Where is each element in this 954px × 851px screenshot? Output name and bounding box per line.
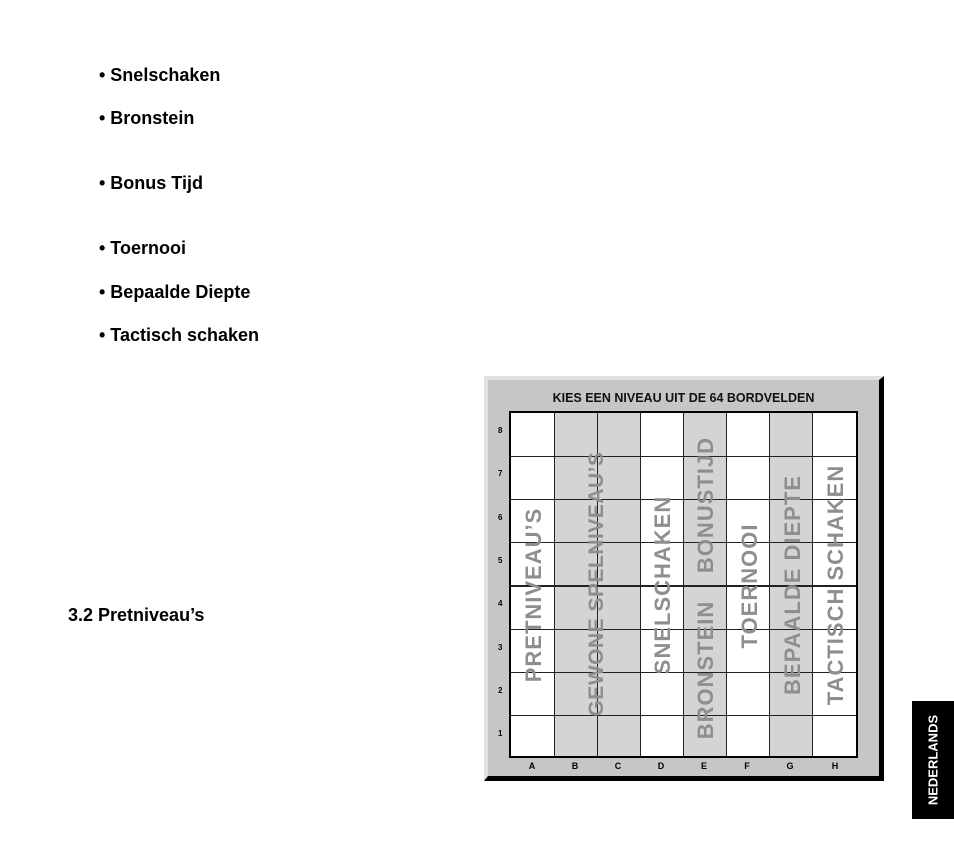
rank-label: 5: [498, 556, 503, 565]
column-label-bronstein: BRONSTEIN: [693, 600, 718, 740]
column-label-bepaalde-diepte: BEPAALDE DIEPTE: [780, 475, 805, 695]
rank-label: 2: [498, 686, 503, 695]
column-label-snelschaken: SNELSCHAKEN: [650, 495, 675, 675]
rank-label: 7: [498, 469, 503, 478]
board-title: KIES EEN NIVEAU UIT DE 64 BORDVELDEN: [552, 391, 815, 405]
column-label-tactisch-schaken: TACTISCH SCHAKEN: [823, 464, 848, 706]
chessboard-grid: [509, 411, 858, 758]
file-label: C: [614, 761, 622, 771]
rank-label: 6: [498, 513, 503, 522]
file-label: B: [571, 761, 579, 771]
section-title: 3.2 Pretniveau’s: [68, 605, 205, 625]
file-label: D: [657, 761, 665, 771]
column-label-toernooi: TOERNOOI: [737, 523, 762, 649]
column-label-gewone-spelniveaus: GEWONE SPELNIVEAU’S: [585, 451, 608, 717]
rank-label: 4: [498, 599, 503, 608]
file-label: E: [700, 761, 707, 771]
file-label: A: [528, 761, 536, 771]
grid-hline: [511, 715, 856, 716]
bullet-bepaalde-diepte: • Bepaalde Diepte: [99, 282, 251, 302]
column-label-pretniveaus: PRETNIVEAU’S: [521, 507, 546, 683]
file-label: F: [744, 761, 750, 771]
language-tab-label: NEDERLANDS: [925, 714, 941, 806]
file-label: G: [786, 761, 794, 771]
rank-label: 8: [498, 426, 503, 435]
bullet-bonus-tijd: • Bonus Tijd: [99, 173, 203, 193]
rank-label: 3: [498, 643, 503, 652]
rank-label: 1: [498, 729, 503, 738]
bullet-tactisch-schaken: • Tactisch schaken: [99, 325, 260, 345]
bullet-bronstein: • Bronstein: [99, 108, 195, 128]
language-tab: [912, 701, 954, 819]
bullet-snelschaken: • Snelschaken: [99, 65, 221, 85]
grid-hline: [511, 456, 856, 457]
file-label: H: [831, 761, 839, 771]
bullet-toernooi: • Toernooi: [99, 238, 186, 258]
column-label-bonustijd: BONUSTIJD: [693, 436, 718, 574]
